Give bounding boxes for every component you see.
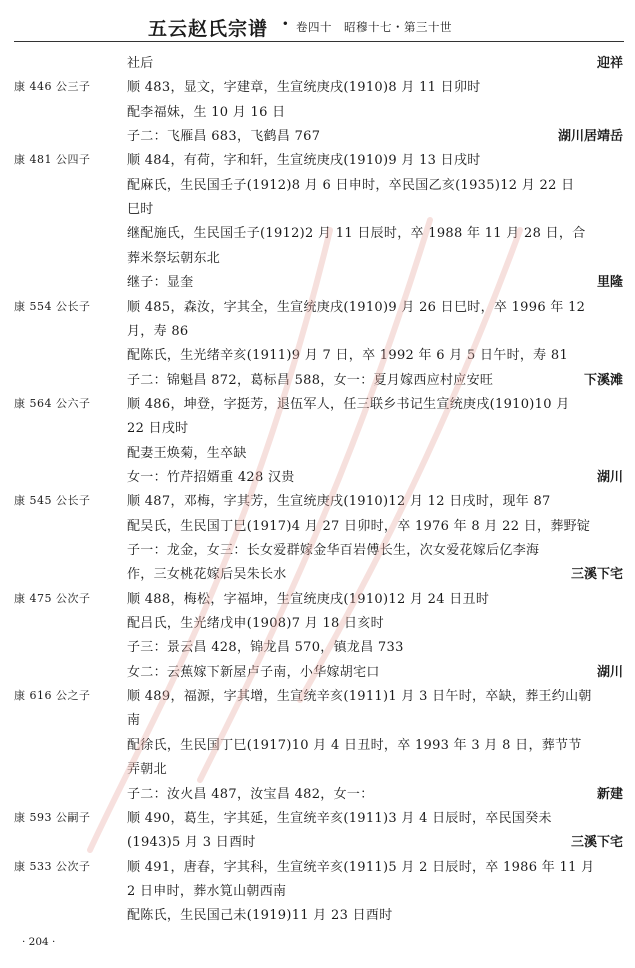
entry-text: 顺 486，坤登，字挺芳，退伍军人，任三联乡书记生宣统庚戌(1910)10 月 — [127, 396, 570, 412]
father-reference: 康 481 公四子 — [14, 153, 91, 167]
entry-line — [0, 198, 635, 222]
page-number: · 204 · — [22, 936, 56, 948]
entry-line — [0, 539, 635, 563]
entry-text: 顺 491，唐春，字其科，生宣统辛亥(1911)5 月 2 日辰时，卒 1986 年 11 月 — [127, 859, 595, 875]
father-reference: 康 446 公三子 — [14, 80, 91, 94]
entry-line — [0, 52, 635, 76]
residence-place: 下溪滩 — [583, 372, 623, 388]
entry-line — [0, 174, 635, 198]
entry-text: 顺 490，葛生，字其延，生宣统辛亥(1911)3 月 4 日辰时，卒民国癸未 — [127, 810, 552, 826]
entry-text: 月，寿 86 — [127, 323, 189, 339]
entry-text: 22 日戌时 — [127, 421, 189, 437]
father-reference: 康 593 公嗣子 — [14, 810, 91, 824]
entry-line — [0, 612, 635, 636]
residence-place: 三溪下宅 — [570, 835, 623, 851]
residence-place: 三溪下宅 — [570, 567, 623, 583]
entry-line — [0, 856, 635, 880]
entry-line — [0, 125, 635, 149]
entry-text: 继子：显奎 — [127, 275, 194, 291]
entry-line — [0, 222, 635, 246]
father-reference: 康 564 公六子 — [14, 396, 91, 410]
entry-line — [0, 685, 635, 709]
entry-line — [0, 831, 635, 855]
entry-text: 子二：飞雁昌 683，飞鹤昌 767 — [127, 129, 321, 145]
residence-place: 湖川居靖岳 — [557, 129, 623, 145]
entry-text: 配徐氏，生民国丁巳(1917)10 月 4 日丑时，卒 1993 年 3 月 8 日，葬节节 — [127, 737, 582, 753]
entry-line — [0, 320, 635, 344]
entry-text: 顺 488，梅松，字福坤，生宣统庚戌(1910)12 月 24 日丑时 — [127, 591, 490, 607]
entry-line — [0, 271, 635, 295]
entry-text: 巳时 — [127, 202, 154, 218]
entry-text: 弄朝北 — [127, 762, 167, 778]
volume-subtitle: 卷四十 昭穆十七・第三十世 — [296, 20, 452, 34]
entry-text: 社后 — [127, 56, 154, 71]
entry-line — [0, 709, 635, 733]
residence-place: 里隆 — [596, 275, 623, 291]
entry-text: 子一：龙金，女三：长女爱群嫁金华百岩傅长生，次女爱花嫁后亿李海 — [127, 543, 540, 558]
entry-text: 子二：锦魁昌 872，葛标昌 588，女一：夏月嫁西应村应安旺 — [127, 372, 494, 388]
entry-text: 配陈氏，生民国己未(1919)11 月 23 日酉时 — [127, 908, 393, 924]
entry-line — [0, 369, 635, 393]
residence-place: 迎祥 — [596, 56, 623, 71]
entry-line — [0, 393, 635, 417]
entry-text: 2 日申时，葬水筧山朝西南 — [127, 883, 287, 899]
father-reference: 康 616 公之子 — [14, 689, 91, 703]
entry-line — [0, 344, 635, 368]
entry-text: 配李福妹，生 10 月 16 日 — [127, 104, 286, 120]
entry-text: 配陈氏，生光绪辛亥(1911)9 月 7 日，卒 1992 年 6 月 5 日午时，寿 81 — [127, 348, 569, 364]
entry-text: 南 — [127, 713, 141, 729]
entry-line — [0, 442, 635, 466]
entry-line — [0, 904, 635, 928]
entry-line — [0, 247, 635, 271]
header-rule — [14, 41, 624, 42]
entry-line — [0, 880, 635, 904]
entry-text: 作，三女桃花嫁后吴朱长水 — [127, 567, 287, 583]
father-reference: 康 545 公长子 — [14, 494, 91, 508]
entry-line — [0, 296, 635, 320]
entry-line — [0, 515, 635, 539]
entry-line — [0, 588, 635, 612]
residence-place: 湖川 — [596, 664, 623, 680]
entry-line — [0, 490, 635, 514]
entry-line — [0, 101, 635, 125]
entry-text: 顺 487，邓梅，字其芳，生宣统庚戌(1910)12 月 12 日戌时，现年 87 — [127, 494, 551, 510]
entry-text: 顺 484，有荷，字和轩，生宣统庚戌(1910)9 月 13 日戌时 — [127, 153, 481, 169]
father-reference: 康 533 公次子 — [14, 859, 91, 873]
entry-line — [0, 758, 635, 782]
entry-text: 子二：汝火昌 487，汝宝昌 482，女一： — [127, 786, 374, 802]
entry-line — [0, 807, 635, 831]
entry-text: (1943)5 月 3 日酉时 — [127, 835, 256, 851]
entry-text: 继配施氏，生民国壬子(1912)2 月 11 日辰时，卒 1988 年 11 月 28 日，合 — [127, 226, 586, 242]
entry-text: 女二：云蕉嫁下新屋卢子南，小华嫁胡宅口 — [127, 664, 380, 680]
entry-line — [0, 417, 635, 441]
entry-text: 女一：竹芹招婿重 428 汉贵 — [127, 469, 295, 485]
entry-line — [0, 149, 635, 173]
entry-line — [0, 661, 635, 685]
entry-line — [0, 563, 635, 587]
entry-text: 葬米祭坛朝东北 — [127, 250, 221, 266]
entry-text: 子三：景云昌 428，锦龙昌 570，镇龙昌 733 — [127, 640, 404, 656]
residence-place: 湖川 — [596, 469, 623, 485]
entry-text: 顺 485，森汝，字其全，生宣统庚戌(1910)9 月 26 日巳时，卒 1996 年 12 — [127, 299, 586, 315]
entry-line — [0, 636, 635, 660]
page-header — [0, 14, 635, 38]
entry-text: 配妻王焕菊，生卒缺 — [127, 445, 247, 461]
entry-line — [0, 76, 635, 100]
father-reference: 康 475 公次子 — [14, 591, 91, 605]
entry-line — [0, 466, 635, 490]
book-title: 五云赵氏宗谱 — [148, 18, 269, 40]
entry-text: 顺 483，显文，字建章，生宣统庚戌(1910)8 月 11 日卯时 — [127, 80, 481, 96]
entry-line — [0, 783, 635, 807]
entry-text: 配麻氏，生民国壬子(1912)8 月 6 日申时，卒民国乙亥(1935)12 月 22 日 — [127, 177, 575, 193]
entry-text: 顺 489，福源，字其增，生宣统辛亥(1911)1 月 3 日午时，卒缺，葬王约山朝 — [127, 689, 592, 705]
entry-text: 配吕氏，生光绪戊申(1908)7 月 18 日亥时 — [127, 616, 384, 632]
residence-place: 新建 — [596, 786, 623, 802]
entry-text: 配吴氏，生民国丁巳(1917)4 月 27 日卯时，卒 1976 年 8 月 22 日，葬野锭 — [127, 518, 591, 534]
title-separator: · — [282, 13, 289, 35]
father-reference: 康 554 公长子 — [14, 299, 91, 313]
entry-line — [0, 734, 635, 758]
